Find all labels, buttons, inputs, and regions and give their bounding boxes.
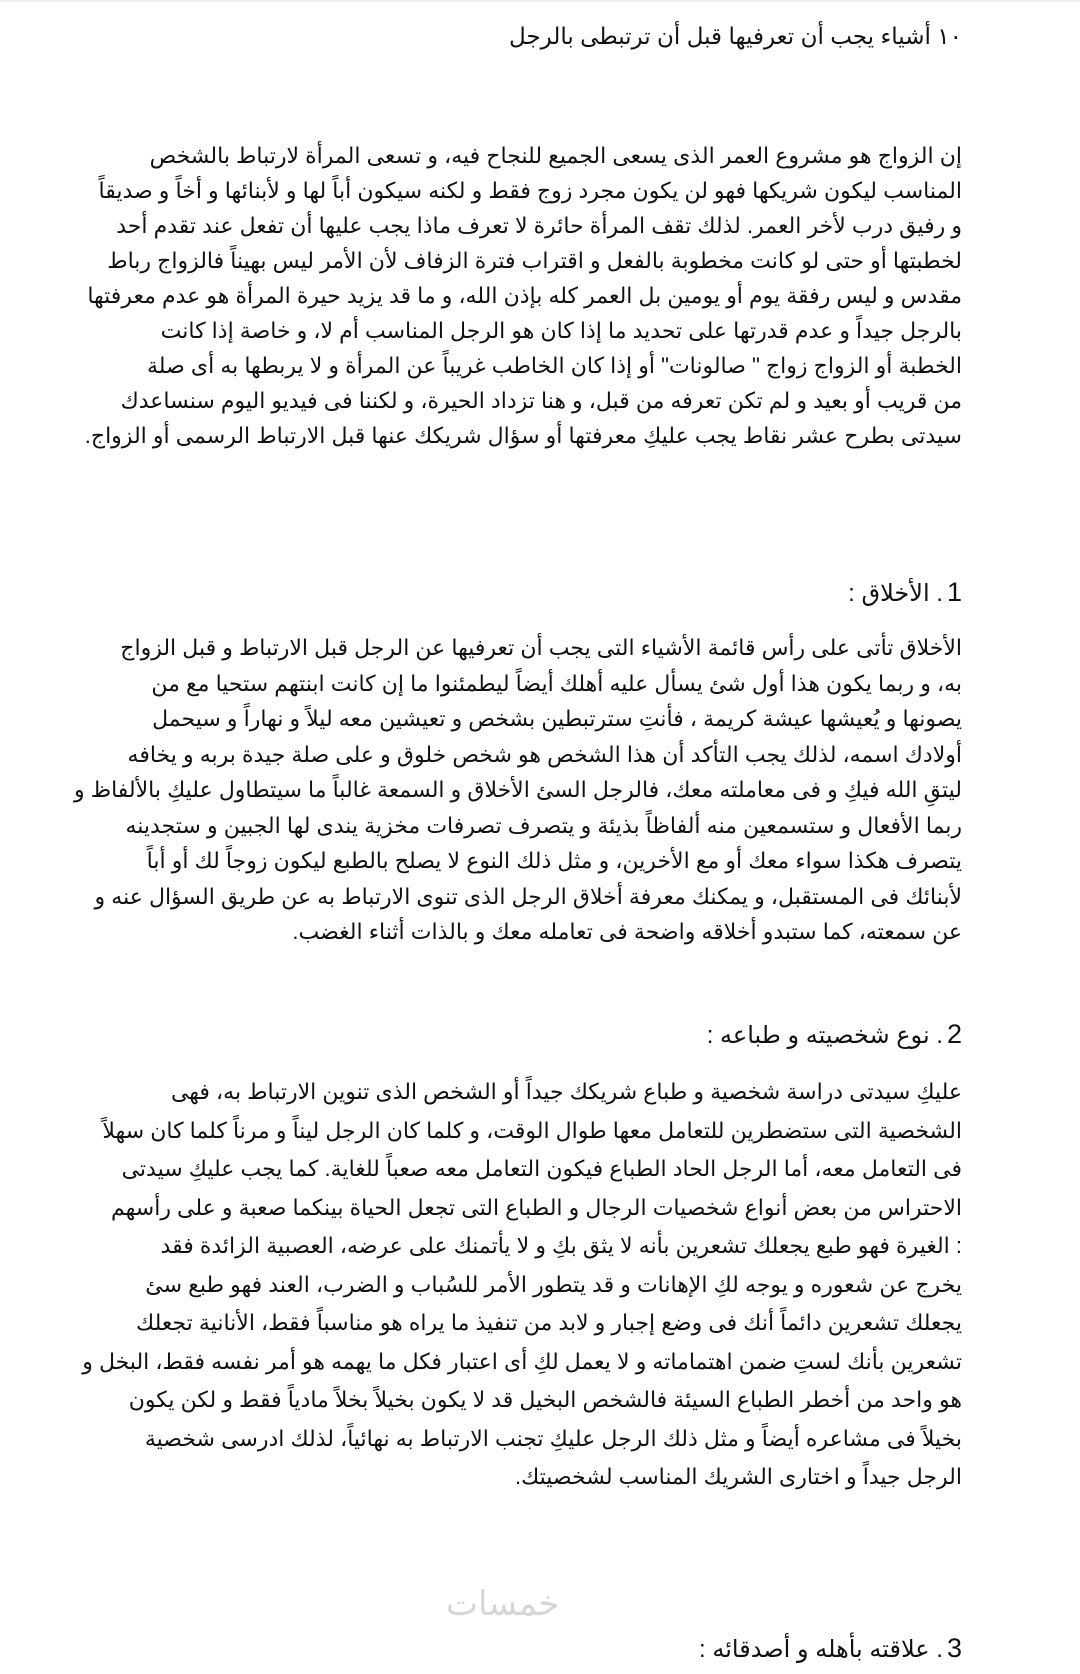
text-line: يجعلك تشعرين دائماً أنك فى وضع إجبار و لابد من تنفيذ ما يراه هو مناسباً فقط، الأنانية تجعلك <box>136 1310 962 1335</box>
text-line: مقدس و ليس رفقة يوم أو يومين بل العمر كله بإذن الله، و ما قد يزيد حيرة المرأة هو عدم معرفتها <box>87 283 962 308</box>
text-line: ليتقِ الله فيكِ و فى معاملته معك، فالرجل السئ الأخلاق و السمعة غالباً ما سيتطاول عليكِ بالألفاظ و <box>74 777 962 802</box>
text-line: ربما الأفعال و ستسمعين منه ألفاظاً بذيئة و يتصرف تصرفات مخزية يندى لها الجبين و ستجدينه <box>125 812 962 838</box>
section-title: . علاقته بأهله و أصدقائه : <box>699 1636 943 1663</box>
text-line: عليكِ سيدتى دراسة شخصية و طباع شريكك جيداً أو الشخص الذى تنوين الارتباط به، فهى <box>170 1079 962 1104</box>
section-paragraph-personality <box>82 1073 962 1497</box>
text-line: إن الزواج هو مشروع العمر الذى يسعى الجميع للنجاح فيه، و تسعى المرأة لارتباط بالشخص <box>149 143 962 168</box>
section-number: 3 <box>946 1633 962 1663</box>
top-divider <box>0 0 1080 2</box>
text-line: الرجل جيداً و اختارى الشريك المناسب لشخصيتك. <box>514 1464 962 1489</box>
text-line: الاحتراس من بعض أنواع شخصيات الرجال و الطباع التى تجعل الحياة بينكما صعبة و على رأسهم <box>110 1194 962 1220</box>
text-line: بخيلاً فى مشاعره أيضاً و مثل ذلك الرجل عليكِ تجنب الارتباط به نهائياً، لذلك ادرسى شخصية <box>144 1425 962 1451</box>
text-line: لخطبتها أو حتى لو كانت مخطوبة بالفعل و اقتراب فترة الزفاف لأن الأمر ليس بهيناً فالزواج رباط <box>107 248 962 273</box>
text-line: عن سمعته، كما ستبدو أخلاقه واضحة فى تعامله معك و بالذات أثناء الغضب. <box>292 919 962 944</box>
text-line: الأخلاق تأتى على رأس قائمة الأشياء التى يجب أن تعرفيها عن الرجل قبل الارتباط و قبل الزواج <box>120 635 962 660</box>
section-heading-morals <box>102 574 962 612</box>
text-line: به، و ربما يكون هذا أول شئ يسأل عليه أهلك أيضاً ليطمئنوا ما إن كانت ابنتهم ستحيا مع من <box>151 670 962 696</box>
intro-paragraph <box>84 138 962 453</box>
text-line: أولادك اسمه، لذلك يجب التأكد أن هذا الشخص هو شخص خلوق و على صلة جيدة بربه و يخافه <box>127 741 962 767</box>
text-line: لأبنائك فى المستقبل، و يمكنك معرفة أخلاق الرجل الذى تنوى الارتباط به عن طريق السؤال عنه و <box>94 883 962 909</box>
section-paragraph-morals <box>74 630 962 950</box>
section-title: . الأخلاق : <box>848 580 943 607</box>
text-line: : الغيرة فهو طبع يجعلك تشعرين بأنه لا يثق بكِ و لا يأتمنك على عرضه، العصبية الزائدة فقد <box>160 1233 962 1258</box>
text-line: بالرجل جيداً و عدم قدرتها على تحديد ما إذا كان هو الرجل المناسب أم لا، و خاصة إذا كانت <box>160 318 962 343</box>
text-line: يخرج عن شعوره و يوجه لكِ الإهانات و قد يتطور الأمر للسُباب و الضرب، العند فهو طبع سئ <box>145 1271 962 1297</box>
text-line: يصونها و يُعيشها عيشة كريمة ، فأنتِ سترتبطين بشخص و تعيشين معه ليلاً و نهاراً و سيحمل <box>152 706 962 731</box>
khamsat-watermark: خمسات <box>446 1584 560 1624</box>
text-line: يتصرف هكذا سواء معك أو مع الأخرين، و مثل ذلك النوع لا يصلح بالطبع ليكون زوجاً لك أو أباً <box>146 848 962 873</box>
text-line: تشعرين بأنك لستِ ضمن اهتماماته و لا يعمل لكِ أى اعتبار فكل ما يهمه هو أمر نفسه فقط، البخل و <box>82 1348 962 1374</box>
text-line: المناسب ليكون شريكها فهو لن يكون مجرد زوج فقط و لكنه سيكون أباً لها و لأبنائها و أخاً و صديقاً <box>98 178 962 203</box>
section-number: 1 <box>946 577 962 607</box>
section-title: . نوع شخصيته و طباعه : <box>706 1022 943 1049</box>
text-line: سيدتى بطرح عشر نقاط يجب عليكِ معرفتها أو سؤال شريكك عنها قبل الارتباط الرسمى أو الزواج. <box>84 423 962 448</box>
text-line: من قريب أو بعيد و لم تكن تعرفه من قبل، و هنا تزداد الحيرة، و لكننا فى فيديو اليوم سنساعدك <box>120 388 962 413</box>
text-line: فى التعامل معه، أما الرجل الحاد الطباع فيكون التعامل معه صعباً للغاية. كما يجب عليكِ سيدتى <box>121 1156 962 1181</box>
text-line: الشخصية التى ستضطرين للتعامل معها طوال الوقت، و كلما كان الرجل ليناً و مرناً كلما كان سهلاً <box>102 1117 962 1143</box>
text-line: الخطبة أو الزواج زواج " صالونات" أو إذا كان الخاطب غريباً عن المرأة و لا يربطها به أى صلة <box>147 353 962 378</box>
section-heading-family-friends <box>102 1630 962 1668</box>
text-line: هو واحد من أخطر الطباع السيئة فالشخص البخيل قد لا يكون بخيلاً بخلاً مادياً فقط و لكن يكون <box>128 1387 962 1412</box>
section-heading-personality <box>102 1016 962 1054</box>
document-title: ١٠ أشياء يجب أن تعرفيها قبل أن ترتبطى بالرجل <box>509 23 962 49</box>
text-line: و رفيق درب لأخر العمر. لذلك تقف المرأة حائرة لا تعرف ماذا يجب عليها أن تفعل عند تقدم أحد <box>116 213 962 238</box>
section-number: 2 <box>946 1019 962 1049</box>
